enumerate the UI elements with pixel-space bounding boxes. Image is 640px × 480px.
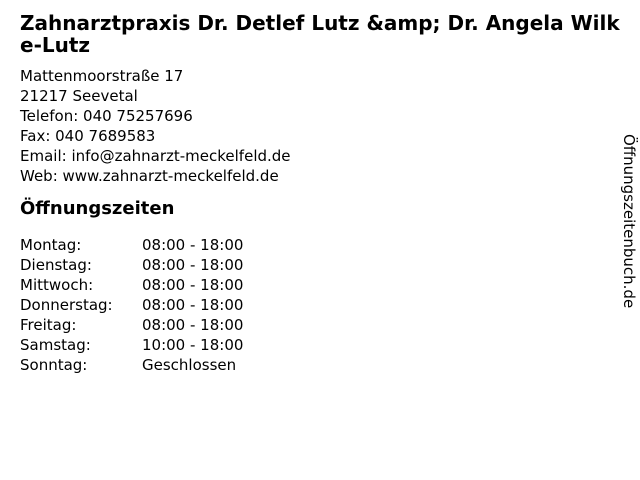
day-time: 08:00 - 18:00 [142,296,244,314]
day-time: 08:00 - 18:00 [142,276,244,294]
day-label: Mittwoch: [20,276,94,294]
day-label: Freitag: [20,316,77,334]
day-label: Dienstag: [20,256,92,274]
day-label: Samstag: [20,336,91,354]
contact-fax: Fax: 040 7689583 [20,127,156,145]
day-label: Donnerstag: [20,296,113,314]
day-label: Montag: [20,236,82,254]
day-time: Geschlossen [142,356,237,374]
page-title: Zahnarztpraxis Dr. Detlef Lutz &amp; Dr. Angela Wilke-Lutz [20,11,620,57]
day-time: 08:00 - 18:00 [142,316,244,334]
hours-row [20,315,640,335]
contact-web: Web: www.zahnarzt-meckelfeld.de [20,167,279,185]
hours-row [20,255,640,275]
contact-phone: Telefon: 040 75257696 [20,107,193,125]
hours-row [20,235,640,255]
contact-city: 21217 Seevetal [20,87,138,105]
watermark-vertical-text: Öffnungszeitenbuch.de [620,134,638,309]
hours-row [20,335,640,355]
hours-row [20,275,640,295]
hours-row [20,355,640,375]
day-time: 08:00 - 18:00 [142,256,244,274]
day-label: Sonntag: [20,356,88,374]
contact-block [20,66,640,186]
day-time: 08:00 - 18:00 [142,236,244,254]
day-time: 10:00 - 18:00 [142,336,244,354]
hours-heading: Öffnungszeiten [20,198,175,219]
contact-street: Mattenmoorstraße 17 [20,67,184,85]
contact-email: Email: info@zahnarzt-meckelfeld.de [20,147,291,165]
hours-table [20,235,640,375]
hours-row [20,295,640,315]
